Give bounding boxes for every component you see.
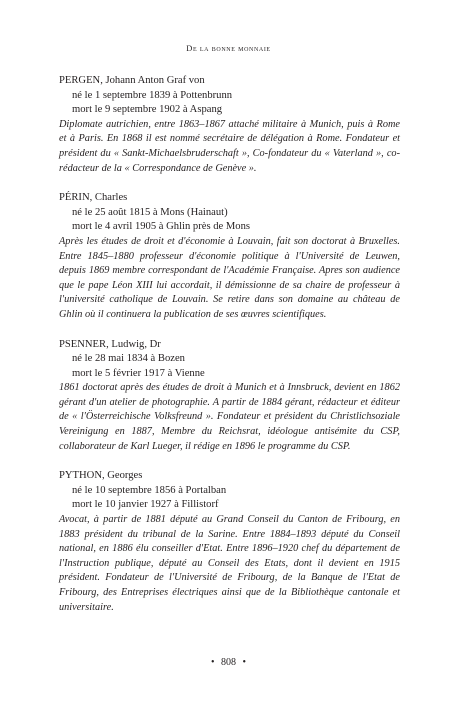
entry-death: mort le 10 janvier 1927 à Fillistorf (72, 499, 219, 511)
entry-birth: né le 28 mai 1834 à Bozen (72, 353, 185, 365)
page-number: 808 (221, 657, 236, 668)
bullet-ornament-left: • (210, 657, 215, 668)
entry-name: PERGEN, Johann Anton Graf von (59, 75, 205, 86)
entry-name: PYTHON, Georges (59, 470, 143, 482)
entry-biography-text: Avocat, à partir de 1881 député au Grand Conseil du Canton de Fribourg, en 1883 président du tribunal de la Sarine. Entre 1884–1893 député du Conseil national, en 1886 élu conseiller d'Etat. Entre 1896–1920 chef du département de l'Instruction publique, député au Conseil des Etats, dont il devient en 1915 président. Fondateur de l'Université de Fribourg, de la Banque de l'Etat de Fribourg, des Entreprises électriques ainsi que de la Bibliothèque cantonale et universitaire. (59, 514, 400, 613)
entry-name: PSENNER, Ludwig, Dr (59, 338, 161, 350)
page-number-footer (0, 657, 457, 668)
entry-birth: né le 25 août 1815 à Mons (Hainaut) (72, 206, 228, 218)
entry-name: PÉRIN, Charles (59, 192, 128, 204)
biography-entry-python (59, 469, 400, 615)
entry-birth: né le 1 septembre 1839 à Pottenbrunn (72, 89, 233, 101)
entry-birth: né le 10 septembre 1856 à Portalban (72, 484, 227, 496)
entry-death: mort le 9 septembre 1902 à Aspang (72, 104, 223, 116)
entry-biography-text: Diplomate autrichien, entre 1863–1867 attaché militaire à Munich, puis à Rome et à Paris. En 1868 il est nommé secrétaire de délégation à Rome. Fondateur et président du « Sankt-Michaelsbruderschaft », Co-fondateur du « Vaterland », co-rédacteur de la « Correspondance de Genève ». (59, 118, 400, 174)
entry-death: mort le 4 avril 1905 à Ghlin près de Mons (72, 221, 251, 233)
running-head: De la bonne monnaie (186, 44, 271, 53)
entry-biography-text: Après les études de droit et d'économie à Louvain, fait son doctorat à Bruxelles. Entre 1845–1880 professeur d'économie politique à l'Université de Leuwen, depuis 1869 membre correspondant de l'Académie Française. Apres son audience que le pape Léon XIII lui accordait, il démissionne de sa chaire de professeur à l'université catholique de Louvain. Se retire dans son domaine au château de Ghlin où il continuera la publication de ses œuvres scientifiques. (59, 235, 400, 320)
page-body (59, 74, 400, 630)
biography-entry-pergen (59, 74, 400, 176)
bullet-ornament-right: • (242, 657, 247, 668)
entry-biography-text: 1861 doctorat après des études de droit à Munich et à Innsbruck, devient en 1862 gérant d'un atelier de photographie. A partir de 1884 gérant, rédacteur et éditeur de « l'Österreichische Volksfreund ». Fondateur et président du Christlichsoziale Vereinigung en 1887, Membre du Reichsrat, idéologue antisémite du CSP, collaborateur de Karl Lueger, il rédige en 1896 le programme du CSP. (59, 382, 400, 452)
biography-entry-perin (59, 191, 400, 322)
entry-death: mort le 5 février 1917 à Vienne (72, 367, 205, 379)
biography-entry-psenner (59, 338, 400, 455)
